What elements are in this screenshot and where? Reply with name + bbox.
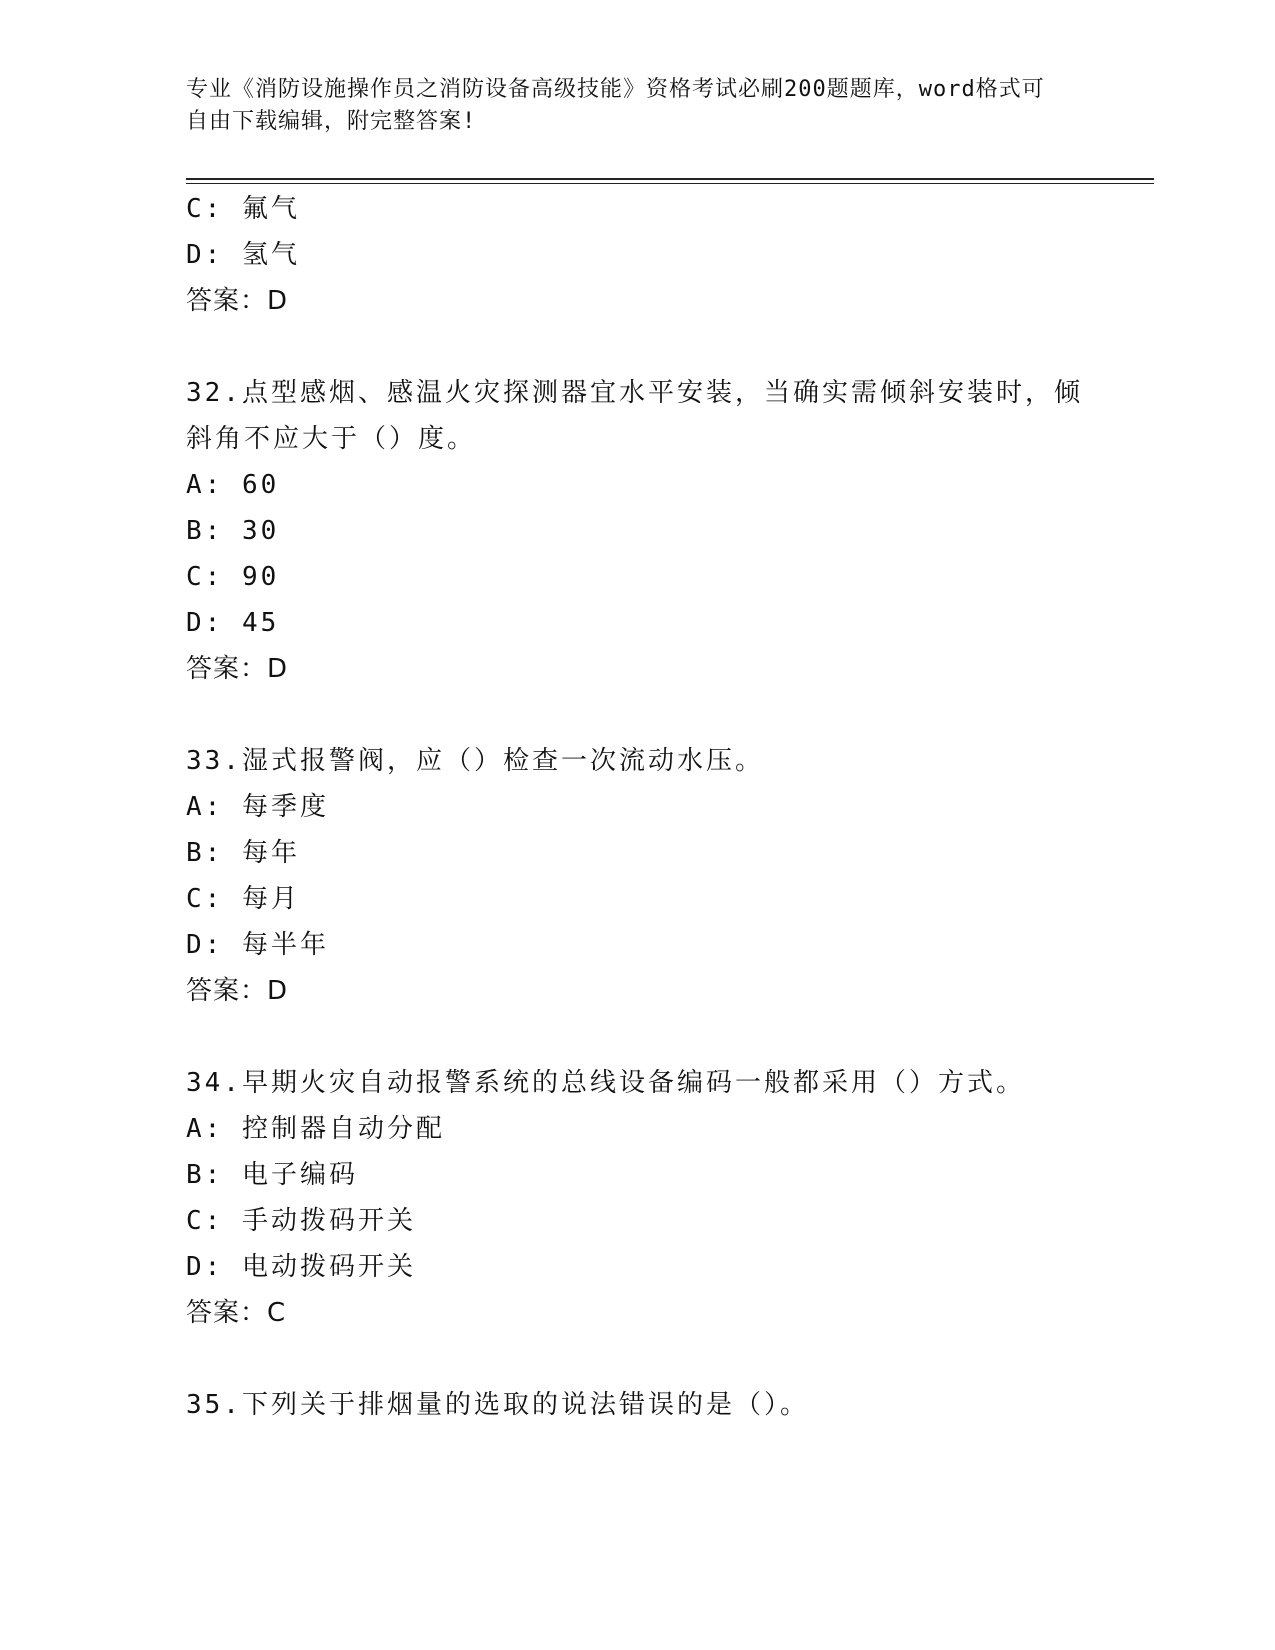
option-c: C: 手动拨码开关 xyxy=(186,1206,416,1236)
option-c: C: 每月 xyxy=(186,884,300,914)
question-34 xyxy=(186,1060,1086,1336)
answer: 答案：D xyxy=(186,976,289,1006)
question-stem: 35.下列关于排烟量的选取的说法错误的是（）。 xyxy=(186,1390,809,1420)
option-b: B: 每年 xyxy=(186,838,300,868)
document-header: 专业《消防设施操作员之消防设备高级技能》资格考试必刷200题题库，word格式可自由下载编辑，附完整答案! xyxy=(186,77,1045,134)
option-a: A: 60 xyxy=(186,470,280,500)
question-stem: 32.点型感烟、感温火灾探测器宜水平安装，当确实需倾斜安装时，倾斜角不应大于（）度。 xyxy=(186,378,1083,454)
question-stem: 33.湿式报警阀，应（）检查一次流动水压。 xyxy=(186,746,764,776)
question-32 xyxy=(186,370,1086,692)
spacer xyxy=(186,1014,1086,1060)
header-divider xyxy=(186,178,1154,184)
option-c: C: 氟气 xyxy=(186,194,300,224)
answer: 答案：D xyxy=(186,286,289,316)
question-35 xyxy=(186,1382,1086,1428)
option-a: A: 控制器自动分配 xyxy=(186,1114,445,1144)
option-d: D: 氢气 xyxy=(186,240,300,270)
option-d: D: 45 xyxy=(186,608,280,638)
spacer xyxy=(186,1336,1086,1382)
spacer xyxy=(186,324,1086,370)
option-a: A: 每季度 xyxy=(186,792,329,822)
option-c: C: 90 xyxy=(186,562,280,592)
option-d: D: 电动拨码开关 xyxy=(186,1252,416,1282)
option-b: B: 30 xyxy=(186,516,280,546)
spacer xyxy=(186,692,1086,738)
question-33 xyxy=(186,738,1086,1014)
option-d: D: 每半年 xyxy=(186,930,329,960)
question-stem: 34.早期火灾自动报警系统的总线设备编码一般都采用（）方式。 xyxy=(186,1068,1025,1098)
question-list xyxy=(186,186,1086,1428)
previous-question-tail xyxy=(186,186,1086,324)
option-b: B: 电子编码 xyxy=(186,1160,358,1190)
answer: 答案：D xyxy=(186,654,289,684)
answer: 答案：C xyxy=(186,1298,287,1328)
